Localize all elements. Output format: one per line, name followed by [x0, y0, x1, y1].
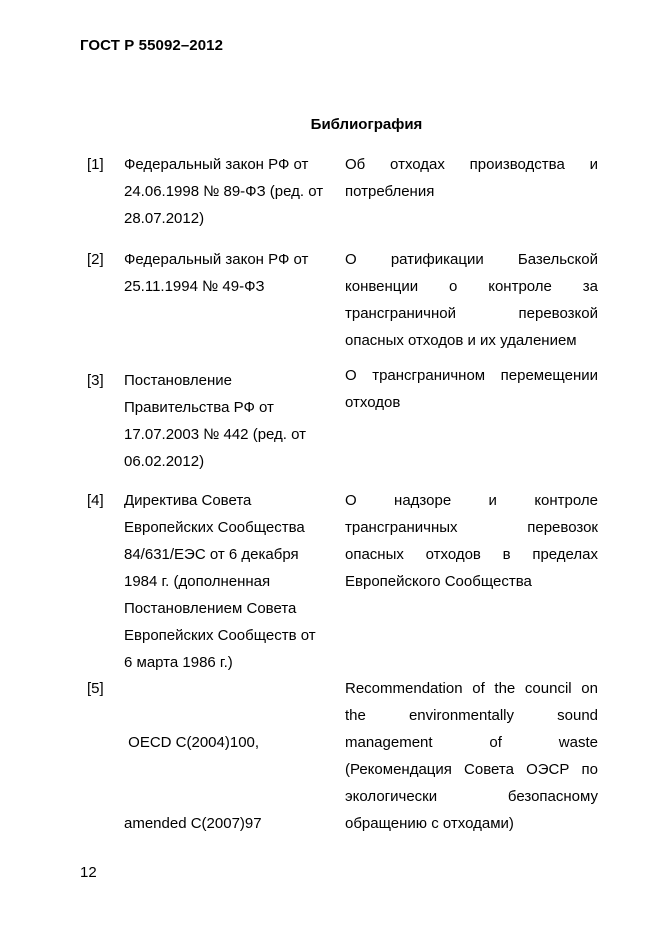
source-line: Европейских Сообществ от: [124, 627, 316, 644]
description-line: конвенции о контроле за: [345, 278, 598, 295]
entry-description: [345, 487, 598, 595]
source-line: Директива Совета: [124, 492, 252, 509]
entry-source: [124, 151, 336, 232]
source-line: Европейских Сообщества: [124, 519, 305, 536]
source-line: 06.02.2012): [124, 453, 205, 470]
entry-source: [124, 367, 336, 475]
description-line: обращению с отходами): [345, 815, 514, 832]
entry-number: [3]: [87, 372, 104, 389]
description-line: О трансграничном перемещении: [345, 367, 598, 384]
entry-description: [345, 246, 598, 354]
description-line: отходов: [345, 394, 401, 411]
description-line: экологически безопасному: [345, 788, 598, 805]
source-line: 25.11.1994 № 49-ФЗ: [124, 278, 265, 295]
source-line: 17.07.2003 № 442 (ред. от: [124, 426, 307, 443]
source-line: 28.07.2012): [124, 210, 205, 227]
section-title: Библиография: [310, 116, 423, 133]
description-line: (Рекомендация Совета ОЭСР по: [345, 761, 598, 778]
source-line: Постановлением Совета: [124, 600, 297, 617]
source-line: 24.06.1998 № 89-ФЗ (ред. от: [124, 183, 324, 200]
description-line: трансграничной перевозкой: [345, 305, 598, 322]
entry-source: [124, 246, 336, 300]
source-line: OECD C(2004)100,: [124, 734, 260, 751]
description-line: Recommendation of the council on: [345, 680, 598, 697]
entry-source: [124, 487, 336, 676]
description-line: the environmentally sound: [345, 707, 598, 724]
entry-description: [345, 151, 598, 205]
entry-number: [4]: [87, 492, 104, 509]
description-line: О ратификации Базельской: [345, 251, 598, 268]
description-line: О надзоре и контроле: [345, 492, 598, 509]
entry-number: [2]: [87, 251, 104, 268]
source-line: 84/631/ЕЭС от 6 декабря: [124, 546, 299, 563]
description-line: Об отходах производства и: [345, 156, 598, 173]
source-line: 1984 г. (дополненная: [124, 573, 271, 590]
entry-source: [124, 675, 336, 891]
entry-number: [5]: [87, 680, 104, 697]
source-line: amended C(2007)97: [124, 815, 262, 832]
entry-number: [1]: [87, 156, 104, 173]
description-line: management of waste: [345, 734, 598, 751]
description-line: Европейского Сообщества: [345, 573, 532, 590]
document-code: ГОСТ Р 55092–2012: [80, 37, 224, 54]
source-line: Федеральный закон РФ от: [124, 156, 309, 173]
description-line: опасных отходов в пределах: [345, 546, 598, 563]
entry-description: [345, 362, 598, 416]
description-line: опасных отходов и их удалением: [345, 332, 577, 349]
entry-description: [345, 675, 598, 837]
page-number: 12: [80, 864, 97, 881]
description-line: трансграничных перевозок: [345, 519, 598, 536]
description-line: потребления: [345, 183, 435, 200]
source-line: Федеральный закон РФ от: [124, 251, 309, 268]
source-line: Правительства РФ от: [124, 399, 274, 416]
source-line: 6 марта 1986 г.): [124, 654, 233, 671]
source-line: Постановление: [124, 372, 233, 389]
